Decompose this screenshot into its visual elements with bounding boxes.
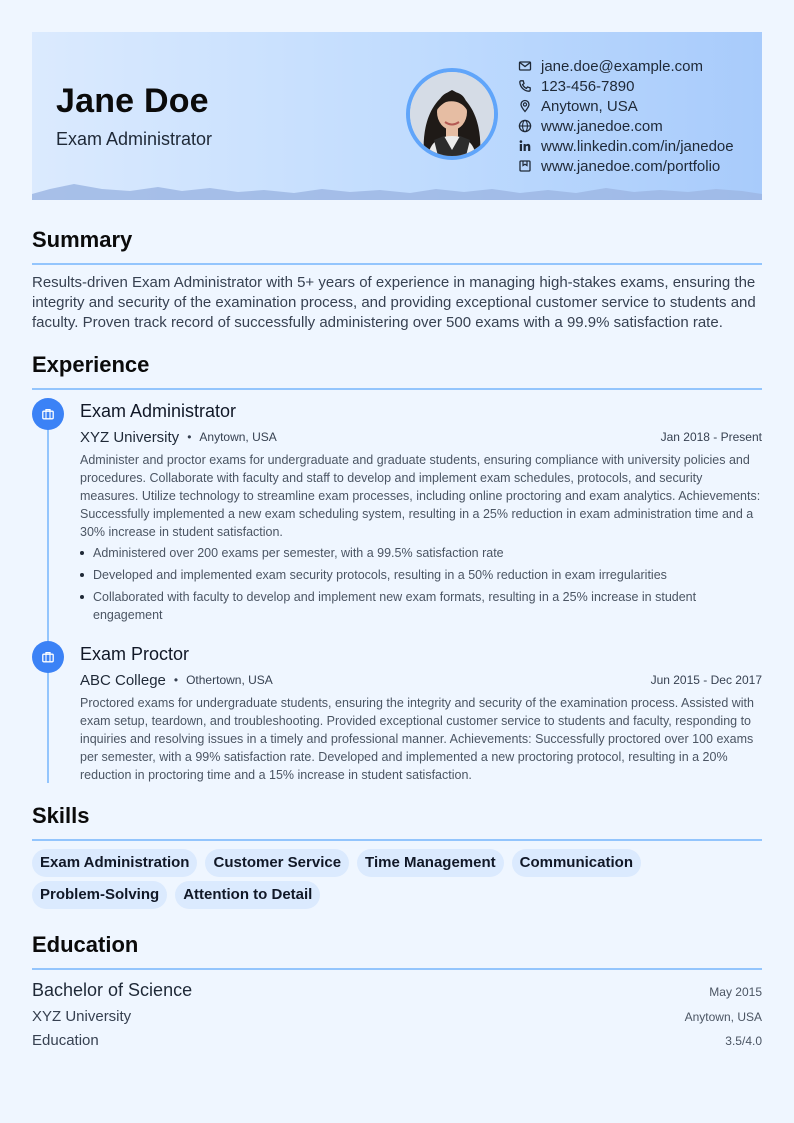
contact-linkedin[interactable] [517,136,757,156]
job-entry-exam-proctor [80,641,762,784]
meta-separator: • [173,673,179,687]
job-location: Anytown, USA [199,430,277,444]
header-wave-decoration [32,180,762,200]
education-date: May 2015 [709,985,762,999]
achievement-text: Collaborated with faculty to develop and implement new exam formats, resulting in a 25% increase in student engagement [93,590,697,622]
achievement-item [80,566,762,584]
achievement-text: Developed and implemented exam security protocols, resulting in a 50% reduction in exam irregularities [93,568,667,582]
job-meta [80,424,762,450]
profile-photo [406,68,498,160]
achievement-text: Administered over 200 exams per semester, with a 99.5% satisfaction rate [93,546,504,560]
job-location: Othertown, USA [186,673,273,687]
briefcase-icon [32,641,64,673]
education-degree: Bachelor of Science [32,980,193,1000]
resume-header [32,32,762,200]
education-degree-row [32,980,762,1001]
job-entry-exam-administrator [80,398,762,628]
job-meta [80,667,762,693]
job-description: Administer and proctor exams for undergraduate and graduate students, ensuring compliance with university policies and procedures. Collaborate with faculty and staff to develop and implement exam schedules, protocols, and security measures. Utilize technology to streamline exam processes, including online proctoring and exam analytics. Achievements: Successfully implemented a new exam scheduling system, resulting in a 25% reduction in exam administration time and a 30% increase in student satisfaction. [80,453,761,539]
briefcase-icon [32,398,64,430]
contact-website[interactable] [517,116,757,136]
summary-divider [32,263,762,265]
education-location: Anytown, USA [684,1010,762,1024]
education-school: XYZ University [32,1008,132,1025]
candidate-name: Jane Doe [56,82,209,120]
skill-chip: Attention to Detail [175,881,320,909]
job-description: Proctored exams for undergraduate students, ensuring the integrity and security of the examination process. Assisted with exam setup, teardown, and troubleshooting. Provided exceptional customer service to students and faculty, responding to inquiries and resolving issues in a timely and professional manner. Achievements: Successfully proctored over 100 exams per semester, with a 99% satisfaction rate. Developed and implemented a new proctoring protocol, resulting in a 20% reduction in proctoring time and a 15% increase in student satisfaction. [80,696,754,782]
location-pin-icon [517,98,533,114]
phone-icon [517,78,533,94]
job-company: XYZ University [80,428,180,446]
contact-email-text: jane.doe@example.com [541,57,703,75]
experience-divider [32,388,762,390]
meta-separator: • [187,430,192,444]
contact-website-text: www.janedoe.com [541,117,663,135]
skill-chip: Exam Administration [32,849,197,877]
summary-text: Results-driven Exam Administrator with 5+ years of experience in managing high-stakes exams, ensuring the integrity and security of the examination process, and providing exceptional customer service to students and faculty. Proven track record of successfully administering over 500 exams with a 99.9% satisfaction rate. [32,274,756,331]
contact-location-text: Anytown, USA [541,97,638,115]
portfolio-icon [517,158,533,174]
job-dates: Jun 2015 - Dec 2017 [650,673,762,687]
experience-heading: Experience [32,352,150,377]
globe-icon [517,118,533,134]
job-dates: Jan 2018 - Present [660,430,762,444]
contact-portfolio-text: www.janedoe.com/portfolio [541,157,721,175]
summary-heading: Summary [32,227,133,252]
skills-divider [32,839,762,841]
contact-linkedin-text: www.linkedin.com/in/janedoe [541,137,734,155]
education-heading: Education [32,932,139,957]
experience-timeline [47,412,49,783]
skill-chip: Time Management [357,849,504,877]
skill-chip: Communication [512,849,641,877]
achievement-item [80,544,762,562]
education-gpa: 3.5/4.0 [725,1034,762,1048]
candidate-role: Exam Administrator [56,129,213,149]
skill-chip: Customer Service [205,849,349,877]
bullet-dot [80,551,84,555]
education-divider [32,968,762,970]
skills-heading: Skills [32,803,90,828]
contact-phone[interactable] [517,76,757,96]
job-title: Exam Proctor [80,644,190,664]
bullet-dot [80,595,84,599]
achievement-item [80,588,762,624]
bullet-dot [80,573,84,577]
job-achievements [80,544,762,624]
education-field: Education [32,1032,99,1049]
skill-chip: Problem-Solving [32,881,167,909]
job-title: Exam Administrator [80,401,237,421]
education-field-row [32,1032,762,1049]
skills-list [32,849,766,913]
linkedin-icon [517,138,533,154]
education-school-row [32,1008,762,1025]
job-company: ABC College [80,671,166,689]
contact-phone-text: 123-456-7890 [541,77,635,95]
contact-portfolio[interactable] [517,156,757,176]
contact-email[interactable] [517,56,757,76]
contact-list [517,56,757,176]
mail-icon [517,58,533,74]
contact-location [517,96,757,116]
